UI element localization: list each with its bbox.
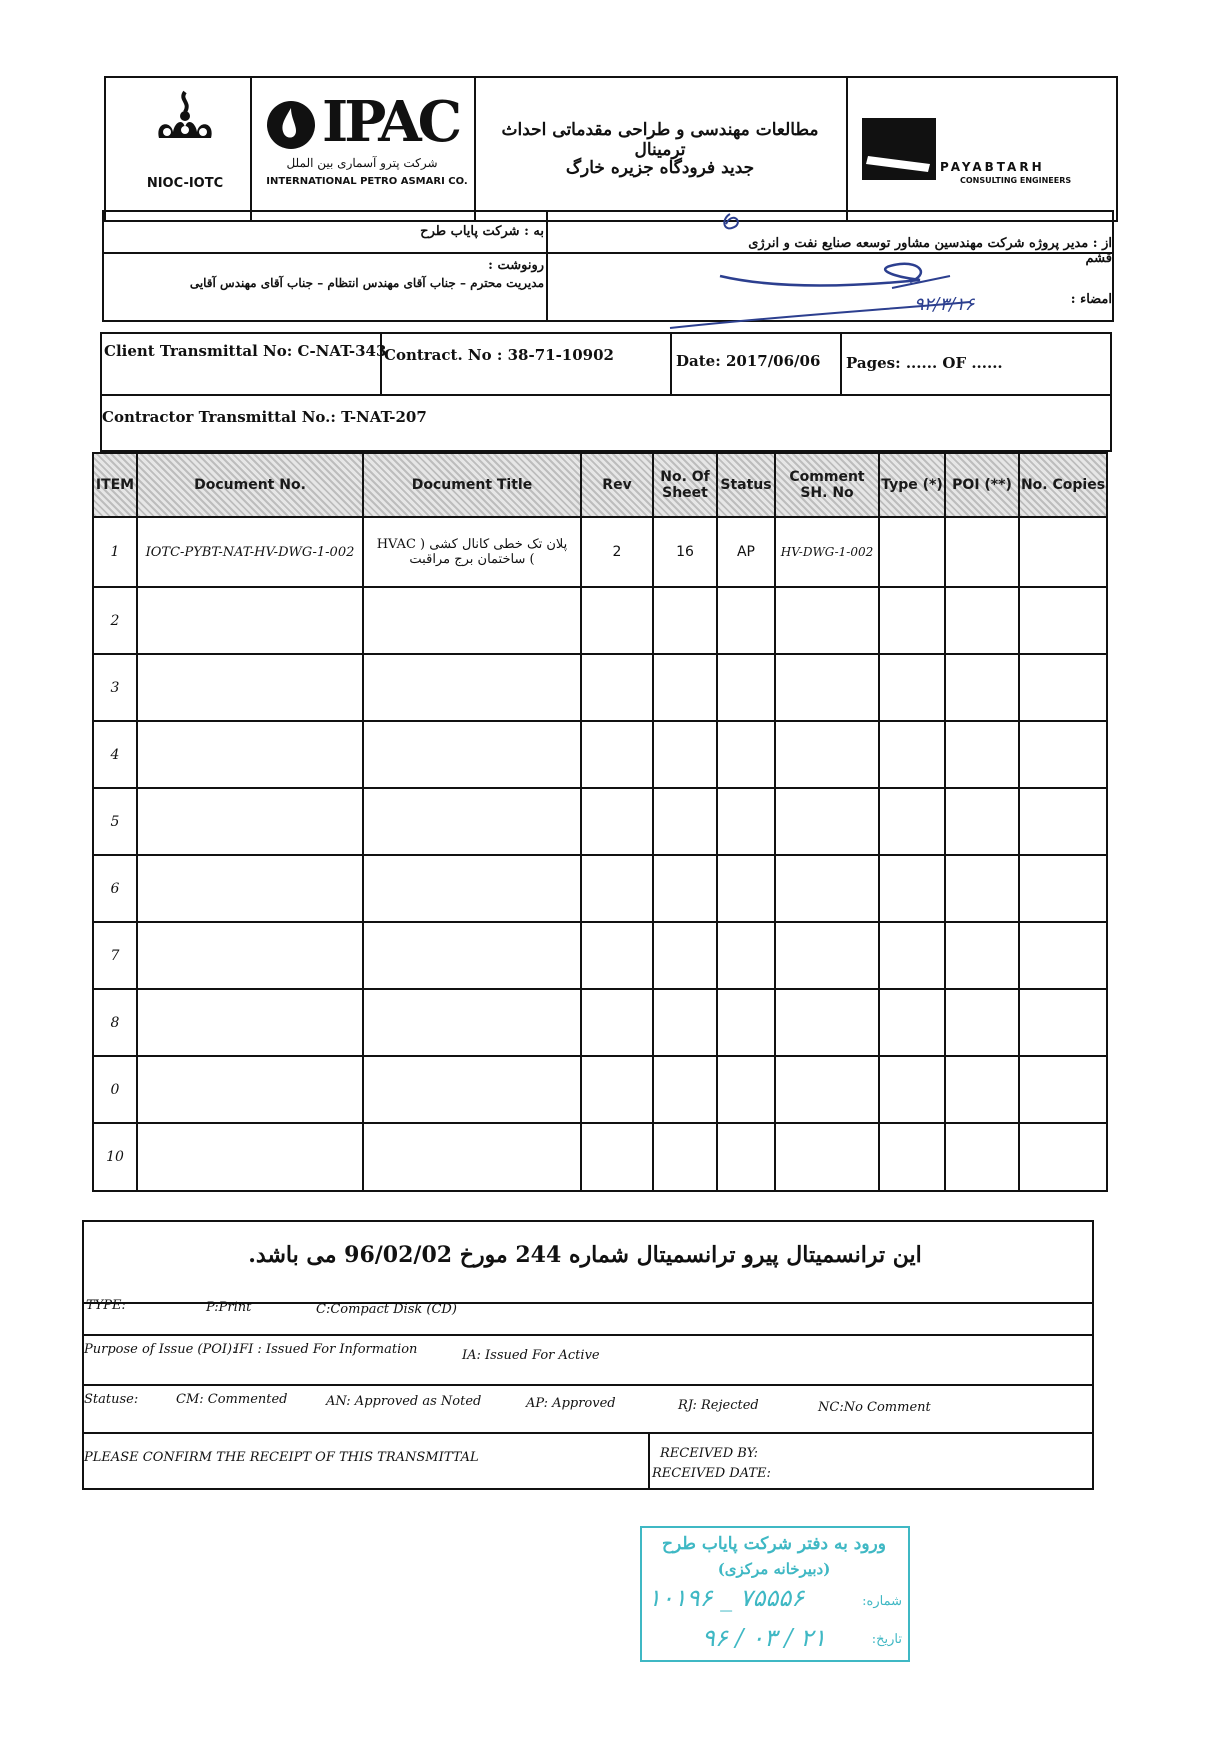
header-no-copies: No. Copies	[1019, 453, 1107, 517]
row-copies	[1019, 721, 1107, 788]
table-row	[93, 721, 1107, 788]
row-document-no	[137, 1056, 363, 1123]
row-comment	[775, 788, 879, 855]
row-type	[879, 922, 945, 989]
row-type	[879, 721, 945, 788]
payabtarh-name: PAYABTARH	[940, 160, 1045, 174]
row-item: 0	[93, 1056, 137, 1123]
project-title-line2: جدید فرودگاه جزیره خارگ	[565, 158, 755, 178]
header-poi: POI (**)	[945, 453, 1019, 517]
row-rev	[581, 721, 653, 788]
row-sheets	[653, 587, 717, 654]
row-document-title	[363, 1123, 581, 1191]
table-row	[93, 1123, 1107, 1191]
signature-label: امضاء :	[1070, 292, 1112, 307]
row-type	[879, 1123, 945, 1191]
routing-from: از : مدیر پروژه شرکت مهندسین مشاور توسعه صنایع نفت و انرژی قشم	[748, 236, 1112, 266]
row-type	[879, 855, 945, 922]
stamp-date-value: ۹۶ / ۰۳ / ۲۱	[702, 1624, 827, 1652]
row-copies	[1019, 654, 1107, 721]
header-item: ITEM	[93, 453, 137, 517]
row-copies	[1019, 989, 1107, 1056]
row-status	[717, 855, 775, 922]
row-document-no	[137, 587, 363, 654]
row-comment	[775, 587, 879, 654]
row-document-no: IOTC-PYBT-NAT-HV-DWG-1-002	[137, 517, 363, 587]
header-type: Type (*)	[879, 453, 945, 517]
payabtarh-sub: CONSULTING ENGINEERS	[960, 176, 1072, 185]
row-status	[717, 654, 775, 721]
row-rev	[581, 788, 653, 855]
received-by: RECEIVED BY:	[660, 1446, 758, 1461]
row-item: 8	[93, 989, 137, 1056]
row-copies	[1019, 922, 1107, 989]
poi-ia: IA: Issued For Active	[462, 1348, 600, 1363]
row-document-no	[137, 788, 363, 855]
row-poi	[945, 788, 1019, 855]
row-item: 7	[93, 922, 137, 989]
signature-date: ۹۲/۳/۱۶	[914, 294, 975, 315]
confirm-receipt: PLEASE CONFIRM THE RECEIPT OF THIS TRANSMITTAL	[84, 1450, 479, 1465]
status-label: Statuse:	[84, 1392, 139, 1407]
row-comment	[775, 654, 879, 721]
row-poi	[945, 721, 1019, 788]
ipac-logo-text: IPAC	[322, 89, 459, 155]
row-document-title	[363, 654, 581, 721]
row-sheets	[653, 654, 717, 721]
handwritten-signature	[660, 206, 1060, 336]
table-header-row	[93, 453, 1107, 517]
row-rev	[581, 1123, 653, 1191]
row-rev	[581, 587, 653, 654]
table-row	[93, 855, 1107, 922]
row-item: 10	[93, 1123, 137, 1191]
routing-cc-value: مدیریت محترم – جناب آقای مهندس انتظام – جناب آقای مهندس آقایی	[189, 276, 544, 290]
row-document-no	[137, 989, 363, 1056]
contract-no: Contract. No : 38-71-10902	[384, 346, 614, 364]
row-type	[879, 989, 945, 1056]
row-poi	[945, 855, 1019, 922]
row-comment	[775, 922, 879, 989]
row-document-no	[137, 721, 363, 788]
receipt-stamp	[640, 1526, 910, 1662]
row-comment	[775, 855, 879, 922]
pages-count: Pages: ...... OF ......	[846, 354, 1003, 372]
row-status	[717, 788, 775, 855]
header-no-of-sheet: No. Of Sheet	[653, 453, 717, 517]
row-comment	[775, 1056, 879, 1123]
row-poi	[945, 517, 1019, 587]
header-comment-sh-no: Comment SH. No	[775, 453, 879, 517]
table-row	[93, 922, 1107, 989]
row-document-no	[137, 922, 363, 989]
row-item: 1	[93, 517, 137, 587]
row-poi	[945, 989, 1019, 1056]
row-document-title: پلان تک خطی کانال کشی ( HVAC ) ساختمان برج مراقبت	[363, 517, 581, 587]
transmittal-date: Date: 2017/06/06	[676, 352, 821, 370]
row-copies	[1019, 855, 1107, 922]
row-poi	[945, 1123, 1019, 1191]
table-row	[93, 1056, 1107, 1123]
type-print: P:Print	[206, 1300, 252, 1315]
row-comment	[775, 721, 879, 788]
row-poi	[945, 1056, 1019, 1123]
row-poi	[945, 922, 1019, 989]
table-row	[93, 517, 1107, 587]
nioc-logo	[145, 86, 225, 156]
header-document-title: Document Title	[363, 453, 581, 517]
routing-cc-label: رونوشت :	[488, 258, 544, 273]
row-document-title	[363, 721, 581, 788]
row-rev: 2	[581, 517, 653, 587]
row-item: 6	[93, 855, 137, 922]
stamp-line2: (دبیرخانه مرکزی)	[717, 1560, 831, 1578]
table-row	[93, 989, 1107, 1056]
poi-label: Purpose of Issue (POI):	[84, 1342, 237, 1357]
row-document-title	[363, 922, 581, 989]
row-document-no	[137, 1123, 363, 1191]
nioc-label: NIOC-IOTC	[146, 176, 224, 191]
row-document-title	[363, 989, 581, 1056]
client-transmittal: Client Transmittal No: C-NAT-343	[104, 342, 387, 360]
row-status: AP	[717, 517, 775, 587]
row-document-title	[363, 855, 581, 922]
row-document-title	[363, 788, 581, 855]
status-approved-noted: AN: Approved as Noted	[326, 1394, 482, 1409]
row-copies	[1019, 1123, 1107, 1191]
table-row	[93, 587, 1107, 654]
row-status	[717, 922, 775, 989]
row-rev	[581, 922, 653, 989]
row-type	[879, 587, 945, 654]
contractor-transmittal: Contractor Transmittal No.: T-NAT-207	[102, 408, 427, 426]
header-rev: Rev	[581, 453, 653, 517]
row-sheets	[653, 989, 717, 1056]
row-type	[879, 654, 945, 721]
status-approved: AP: Approved	[526, 1396, 616, 1411]
stamp-number-value: ۱۰۱۹۶ _ ۷۵۵۵۶	[648, 1584, 805, 1612]
ipac-drop-icon	[264, 98, 318, 152]
row-document-title	[363, 1056, 581, 1123]
type-label: TYPE:	[86, 1298, 126, 1313]
ipac-persian-name: شرکت پترو آسماری بین الملل	[286, 156, 438, 170]
row-status	[717, 1123, 775, 1191]
row-item: 3	[93, 654, 137, 721]
row-type	[879, 1056, 945, 1123]
received-date: RECEIVED DATE:	[652, 1466, 771, 1481]
row-item: 4	[93, 721, 137, 788]
ipac-company-name: INTERNATIONAL PETRO ASMARI CO.	[266, 176, 468, 187]
row-status	[717, 989, 775, 1056]
row-sheets	[653, 922, 717, 989]
row-comment: HV-DWG-1-002	[775, 517, 879, 587]
row-status	[717, 587, 775, 654]
stamp-number-label: شماره:	[862, 1594, 902, 1609]
poi-ifi: IFI : Issued For Information	[234, 1342, 418, 1357]
row-document-no	[137, 855, 363, 922]
header-status: Status	[717, 453, 775, 517]
row-poi	[945, 654, 1019, 721]
footer-note: این ترانسمیتال پیرو ترانسمیتال شماره 244 مورخ 96/02/02 می باشد.	[248, 1242, 922, 1268]
project-title-line1: مطالعات مهندسی و طراحی مقدماتی احداث ترمینال	[501, 120, 819, 160]
row-item: 5	[93, 788, 137, 855]
row-comment	[775, 989, 879, 1056]
stamp-line1: ورود به دفتر شرکت پایاب طرح	[662, 1534, 886, 1554]
table-row	[93, 788, 1107, 855]
row-rev	[581, 855, 653, 922]
row-copies	[1019, 517, 1107, 587]
document-table	[92, 452, 1108, 1192]
table-row	[93, 654, 1107, 721]
row-sheets	[653, 788, 717, 855]
header-document-no: Document No.	[137, 453, 363, 517]
routing-to: به : شرکت پایاب طرح	[420, 224, 544, 239]
row-status	[717, 1056, 775, 1123]
row-sheets	[653, 855, 717, 922]
row-comment	[775, 1123, 879, 1191]
payabtarh-logo-icon	[862, 118, 936, 180]
row-poi	[945, 587, 1019, 654]
type-compact-disk: C:Compact Disk (CD)	[316, 1302, 457, 1317]
row-type	[879, 788, 945, 855]
row-rev	[581, 654, 653, 721]
row-document-title	[363, 587, 581, 654]
row-rev	[581, 1056, 653, 1123]
row-document-no	[137, 654, 363, 721]
row-rev	[581, 989, 653, 1056]
row-copies	[1019, 788, 1107, 855]
row-sheets: 16	[653, 517, 717, 587]
status-no-comment: NC:No Comment	[818, 1400, 931, 1415]
row-status	[717, 721, 775, 788]
row-sheets	[653, 721, 717, 788]
row-copies	[1019, 1056, 1107, 1123]
row-item: 2	[93, 587, 137, 654]
stamp-date-label: تاریخ:	[871, 1632, 902, 1647]
row-sheets	[653, 1123, 717, 1191]
status-rejected: RJ: Rejected	[678, 1398, 759, 1413]
row-sheets	[653, 1056, 717, 1123]
row-copies	[1019, 587, 1107, 654]
status-commented: CM: Commented	[176, 1392, 288, 1407]
row-type	[879, 517, 945, 587]
